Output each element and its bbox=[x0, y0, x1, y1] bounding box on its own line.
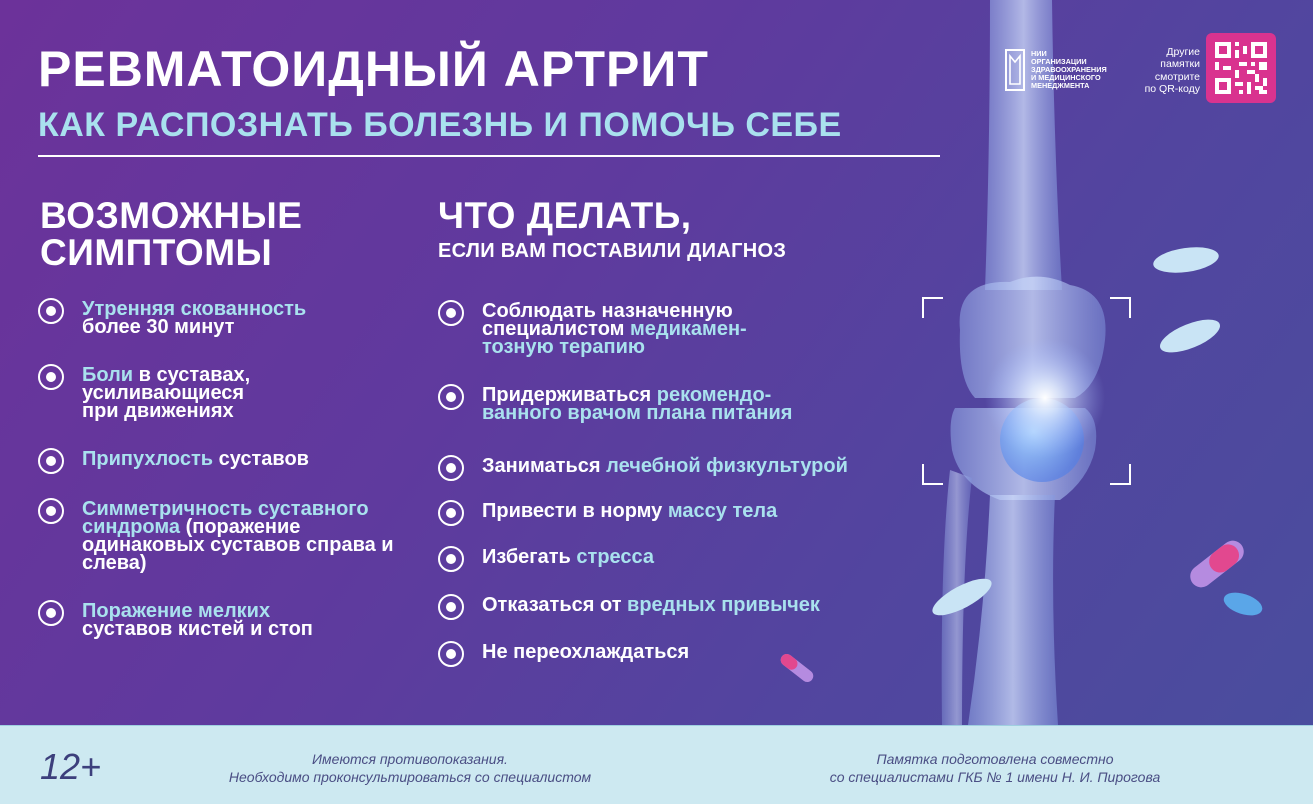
symptom-item: Утренняя скованность более 30 минут bbox=[38, 298, 362, 336]
title-divider bbox=[38, 155, 940, 157]
bullet-icon bbox=[38, 600, 64, 626]
action-item: Отказаться от вредных привычек bbox=[438, 594, 902, 620]
action-item: Не переохлаждаться bbox=[438, 641, 862, 667]
action-item: Привести в норму массу тела bbox=[438, 500, 862, 526]
action-item: Избегать стресса bbox=[438, 546, 862, 572]
symptom-item: Симметричность суставного синдрома (поражение одинаковых суставов справа и слева) bbox=[38, 498, 412, 572]
bullet-icon bbox=[438, 546, 464, 572]
institute-logo-icon bbox=[1005, 48, 1025, 92]
age-rating: 12+ bbox=[40, 746, 102, 787]
qr-code[interactable] bbox=[1206, 33, 1276, 103]
symptoms-heading: ВОЗМОЖНЫЕ СИМПТОМЫ bbox=[40, 195, 303, 273]
action-item: Соблюдать назначенную специалистом медикамен-тозную терапию bbox=[438, 300, 782, 356]
bullet-icon bbox=[38, 498, 64, 524]
page-title: РЕВМАТОИДНЫЙ АРТРИТ bbox=[38, 41, 709, 97]
action-item: Заниматься лечебной физкультурой bbox=[438, 455, 902, 481]
contraindication-note: Имеются противопоказания. Необходимо проконсультироваться со специалистом bbox=[228, 751, 592, 785]
actions-subheading: ЕСЛИ ВАМ ПОСТАВИЛИ ДИАГНОЗ bbox=[438, 240, 787, 262]
bullet-icon bbox=[38, 364, 64, 390]
symptom-item: Припухлость суставов bbox=[38, 448, 382, 474]
qr-label: Другие памятки смотрите по QR-коду bbox=[1144, 46, 1200, 95]
action-item: Придерживаться рекомендо-ванного врачом плана питания bbox=[438, 384, 827, 422]
symptom-item: Боли в суставах, усиливающиеся при движениях bbox=[38, 364, 282, 420]
bullet-icon bbox=[438, 594, 464, 620]
credit-note: Памятка подготовлена совместно со специалистами ГКБ № 1 имени Н. И. Пирогова bbox=[829, 751, 1161, 785]
actions-heading: ЧТО ДЕЛАТЬ, bbox=[438, 195, 692, 236]
bullet-icon bbox=[38, 448, 64, 474]
footer bbox=[0, 725, 1313, 804]
bullet-icon bbox=[438, 500, 464, 526]
institute-logo-text: НИИ ОРГАНИЗАЦИИ ЗДРАВООХРАНЕНИЯ И МЕДИЦИНСКОГО МЕНЕДЖМЕНТА bbox=[1031, 49, 1107, 90]
bullet-icon bbox=[438, 641, 464, 667]
symptom-item: Поражение мелких суставов кистей и стоп bbox=[38, 600, 352, 638]
qr-code-icon bbox=[1215, 42, 1267, 94]
page-subtitle: КАК РАСПОЗНАТЬ БОЛЕЗНЬ И ПОМОЧЬ СЕБЕ bbox=[38, 106, 842, 144]
bullet-icon bbox=[438, 384, 464, 410]
bullet-icon bbox=[38, 298, 64, 324]
bullet-icon bbox=[438, 455, 464, 481]
bullet-icon bbox=[438, 300, 464, 326]
